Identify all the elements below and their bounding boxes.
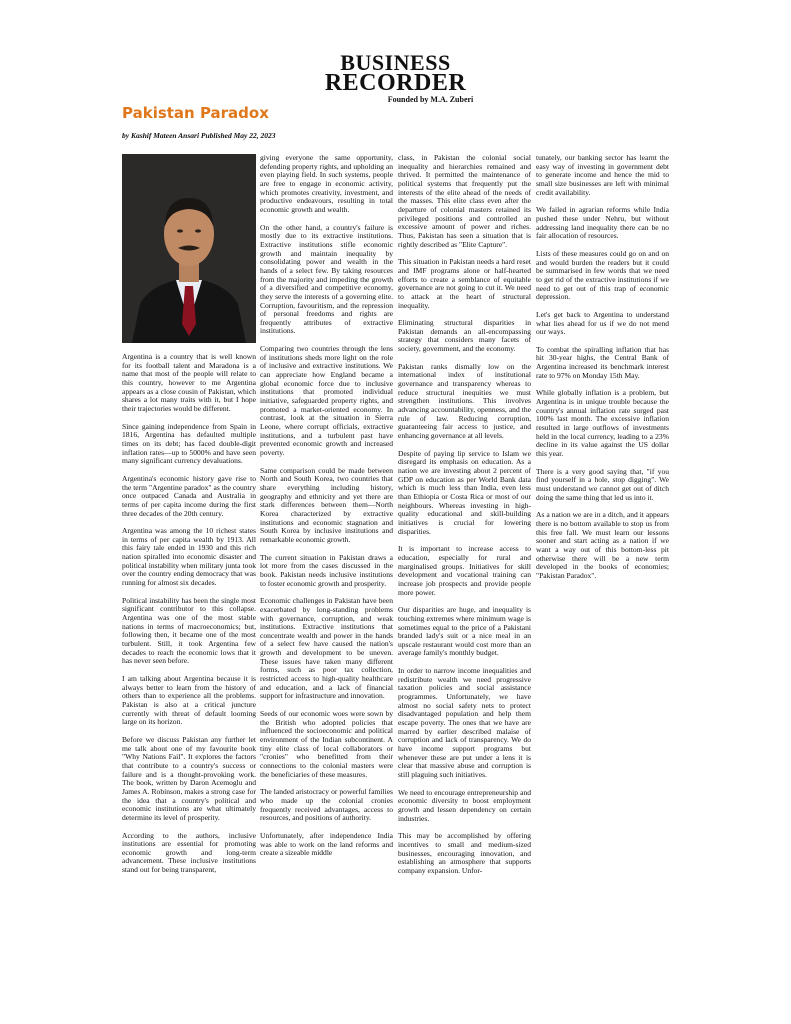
article-paragraph: Lists of these measures could go on and on and would burden the readers but it could be summarised in few words that we need to get rid of the extractive institutions if we need to get out of this trap of economic depression. <box>536 248 669 302</box>
article-paragraph: According to the authors, inclusive institutions are essential for promoting economic growth and long-term advancement. These inclusive institutions stand out for being transparent, <box>122 830 256 875</box>
article-column-1 <box>122 353 256 884</box>
article-paragraph: Political instability has been the single most significant contributor to this collapse. Argentina was one of the most stable nations in terms of macroeconomics; but, following then, it became one of the most turbulent. Still, it took Argentina few decades to reach the economic lows that it has never seen before. <box>122 595 256 666</box>
author-photo <box>122 154 256 343</box>
article-paragraph: To combat the spiralling inflation that has hit 30-year highs, the Central Bank of Argentina increased its benchmark interest rate to 97% on Monday 15th May. <box>536 344 669 380</box>
article-paragraph: In order to narrow income inequalities and redistribute wealth we need progressive taxation policies and social assistance programmes. Unfortunately, we have almost no social safety nets to protect disadvantaged population and help them escape poverty. The ones that we have are marred by earlier described malaise of corruption and lack of transparency. We do have income support programs but whenever these are put under a lens it is clear that massive abuse and corruption is still plaguing such initiatives. <box>398 666 531 779</box>
article-paragraph: Argentina's economic history gave rise to the term "Argentine paradox" as the country once outpaced Canada and Australia in terms of per capita income during the first three decades of the 20th century. <box>122 473 256 518</box>
article-column-2 <box>260 154 393 867</box>
article-paragraph: The landed aristocracy or powerful families who made up the colonial cronies frequently received advantages, access to resources, and positions of authority. <box>260 787 393 823</box>
article-column-4 <box>536 154 669 590</box>
author-portrait-illustration <box>122 154 256 343</box>
article-paragraph: We need to encourage entrepreneurship and economic diversity to boost employment growth and lessen dependency on certain industries. <box>398 787 531 823</box>
article-paragraph: Same comparison could be made between North and South Korea, two countries that share everything including history, geography and ethnicity and yet there are stark differences between them—North Korea characterized by extractive institutions and economic stagnation and South Korea by inclusive institutions and remarkable economic growth. <box>260 465 393 544</box>
article-paragraph: I am talking about Argentina because it is always better to learn from the history of others than to experience all the problems. Pakistan is also at a critical juncture currently with threat of default looming large on its horizon. <box>122 674 256 727</box>
founded-by: Founded by M.A. Zuberi <box>387 95 474 104</box>
masthead-line2: RECORDER <box>324 70 467 96</box>
masthead <box>0 50 791 104</box>
article-paragraph: tunately, our banking sector has learnt the easy way of investing in government debt to generate income and hence the mid to small size businesses are left with minimal credit availability. <box>536 153 669 197</box>
article-paragraph: It is important to increase access to education, especially for rural and marginalised groups. Initiatives for skill development and vocational training can increase job prospects and provide people more power. <box>398 544 531 597</box>
article-paragraph: Let's get back to Argentina to understand what lies ahead for us if we do not mend our ways. <box>536 309 669 337</box>
article-paragraph: class, in Pakistan the colonial social inequality and hierarchies remained and thrived. It permitted the maintenance of political systems that frequently put the interests of the elite ahead of the needs of the masses. This elite class even after the departure of colonial masters retained its privileged positions and controlled an excessive amount of power and riches. Thus, Pakistan has seen a situation that is rightly described as "Elite Capture". <box>398 153 531 249</box>
article-paragraph: Unfortunately, after independence India was able to work on the land reforms and create a sizeable middle <box>260 830 393 858</box>
article-paragraph: Pakistan ranks dismally low on the international index of institutional governance and transparency whereas to reduce structural inequities we must strengthen institutions. This involves advancing accountability, openness, and the rule of law. Reducing corruption, guaranteeing fair access to justice, and enhancing governance at all levels. <box>398 361 531 441</box>
article-paragraph: Seeds of our economic woes were sown by the British who adopted policies that influenced the socioeconomic and political environment of the Indian subcontinent. A tiny elite class of local collaborators or "cronies" who benefitted from their connections to the colonial masters were the beneficiaries of these measures. <box>260 709 393 779</box>
article-paragraph: Economic challenges in Pakistan have been exacerbated by long-standing problems with governance, corruption, and weak institutions. Extractive institutions that concentrate wealth and power in the hands of a select few have caused the nation's growth and development to be uneven. These issues have taken many different forms, such as poor tax collection, restricted access to high-quality healthcare and education, and a lack of financial support for infrastructure and innovation. <box>260 596 393 701</box>
article-paragraph: This situation in Pakistan needs a hard reset and IMF programs alone or half-hearted efforts to create a semblance of equitable governance are not going to cut it. We need to attack at the heart of structural inequality. <box>398 257 531 310</box>
article-paragraph: We failed in agrarian reforms while India pushed these under Nehru, but without addressing land inequality there can be no fair allocation of resources. <box>536 205 669 241</box>
article-paragraph: Our disparities are huge, and inequality is touching extremes where minimum wage is sometimes equal to the price of a Pakistani branded lady's suit or a nice meal in an upscale restaurant would cost more than an average family's monthly budget. <box>398 605 531 658</box>
article-paragraph: Eliminating structural disparities in Pakistan demands an all-encompassing strategy that considers many facets of society, government, and the economy. <box>398 318 531 354</box>
masthead-line1: BUSINESS <box>340 50 451 75</box>
article-paragraph: Argentina is a country that is well known for its football talent and Maradona is a name that most of the people will relate to this country, however to me Argentina appears as a close cousin of Pakistan, which shares a lot many traits with it, but I hope their trajectories would be different. <box>122 352 256 413</box>
article-paragraph: While globally inflation is a problem, but Argentina is in unique trouble because the country's annual inflation rate surged past 100% last month. The excessive inflation resulted in large outflows of investments held in the local currency, leading to a 23% decline in its value against the US dollar this year. <box>536 388 669 459</box>
article-paragraph: Argentina was among the 10 richest states in terms of per capita wealth by 1913. All this fairy tale ended in 1930 and this rich nation spiralled into economic disaster and political instability when military junta took over the country ending democracy that was running for almost six decades. <box>122 526 256 588</box>
article-paragraph: Since gaining independence from Spain in 1816, Argentina has defaulted multiple times on its debt; has faced double-digit inflation rates—up to 5000% and have seen many significant currency devaluations. <box>122 421 256 466</box>
article-paragraph: giving everyone the same opportunity, defending property rights, and upholding an even playing field. In such systems, people are free to engage in economic activity, which promotes creativity, investment, and productive endeavours, resulting in total economic growth and wealth. <box>260 153 393 214</box>
article-paragraph: On the other hand, a country's failure is mostly due to its extractive institutions. Extractive institutions stifle economic growth and maintain inequality by consolidating power and wealth in the hands of a select few. By taking resources from the majority and impeding the growth of a diversified and competitive economy, they serve the interests of a governing elite. Corruption, favouritism, and the repression of personal freedoms and rights are frequently attributes of extractive institutions. <box>260 222 393 336</box>
article-paragraph: As a nation we are in a ditch, and it appears there is no bottom available to stop us from this free fall. We must learn our lessons sooner and start acting as a nation if we want a way out of this bottom-less pit otherwise there will be a new term developed in the books of economies; "Pakistan Paradox". <box>536 510 669 580</box>
article-paragraph: Before we discuss Pakistan any further let me talk about one of my favourite book "Why Nations Fail". It explores the factors that contribute to a country's success or failure and is a thought-provoking work. The book, written by Daron Acemoglu and James A. Robinson, makes a strong case for the idea that a country's political and economic institutions are what ultimately determine its level of prosperity. <box>122 734 256 822</box>
article-paragraph: This may be accomplished by offering incentives to small and medium-sized businesses, encouraging innovation, and establishing an atmosphere that supports company expansion. Unfor- <box>398 831 531 875</box>
article-byline: by Kashif Mateen Ansari Published May 22, 2023 <box>122 131 276 140</box>
article-paragraph: The current situation in Pakistan draws a lot more from the cases discussed in the book. Pakistan needs inclusive institutions to foster economic growth and prosperity. <box>260 552 393 588</box>
article-paragraph: There is a very good saying that, "if you find yourself in a hole, stop digging". We must understand we cannot get out of ditch doing the same thing that led us into it. <box>536 466 669 502</box>
article-paragraph: Comparing two countries through the lens of institutions sheds more light on the role of inclusive and extractive institutions. We can appreciate how England became a global economic force due to inclusive institutions that promoted individual initiative, safeguarded property rights, and promoted a market-oriented economy. In contrast, look at the situation in Sierra Leone, where corrupt officials, extractive institutions, and a turbulent past have prevented economic growth and increased poverty. <box>260 344 393 457</box>
article-column-3 <box>398 154 531 885</box>
article-paragraph: Despite of paying lip service to Islam we disregard its emphasis on education. As a nation we are investing about 2 percent of GDP on education as per World Bank data which is much less than India, even less than Ethiopia or Costa Rica or most of our neighbours. Whereas investing in high-quality educational and skill-building initiatives is crucial for lowering disparities. <box>398 448 531 536</box>
article-headline: Pakistan Paradox <box>122 104 269 122</box>
